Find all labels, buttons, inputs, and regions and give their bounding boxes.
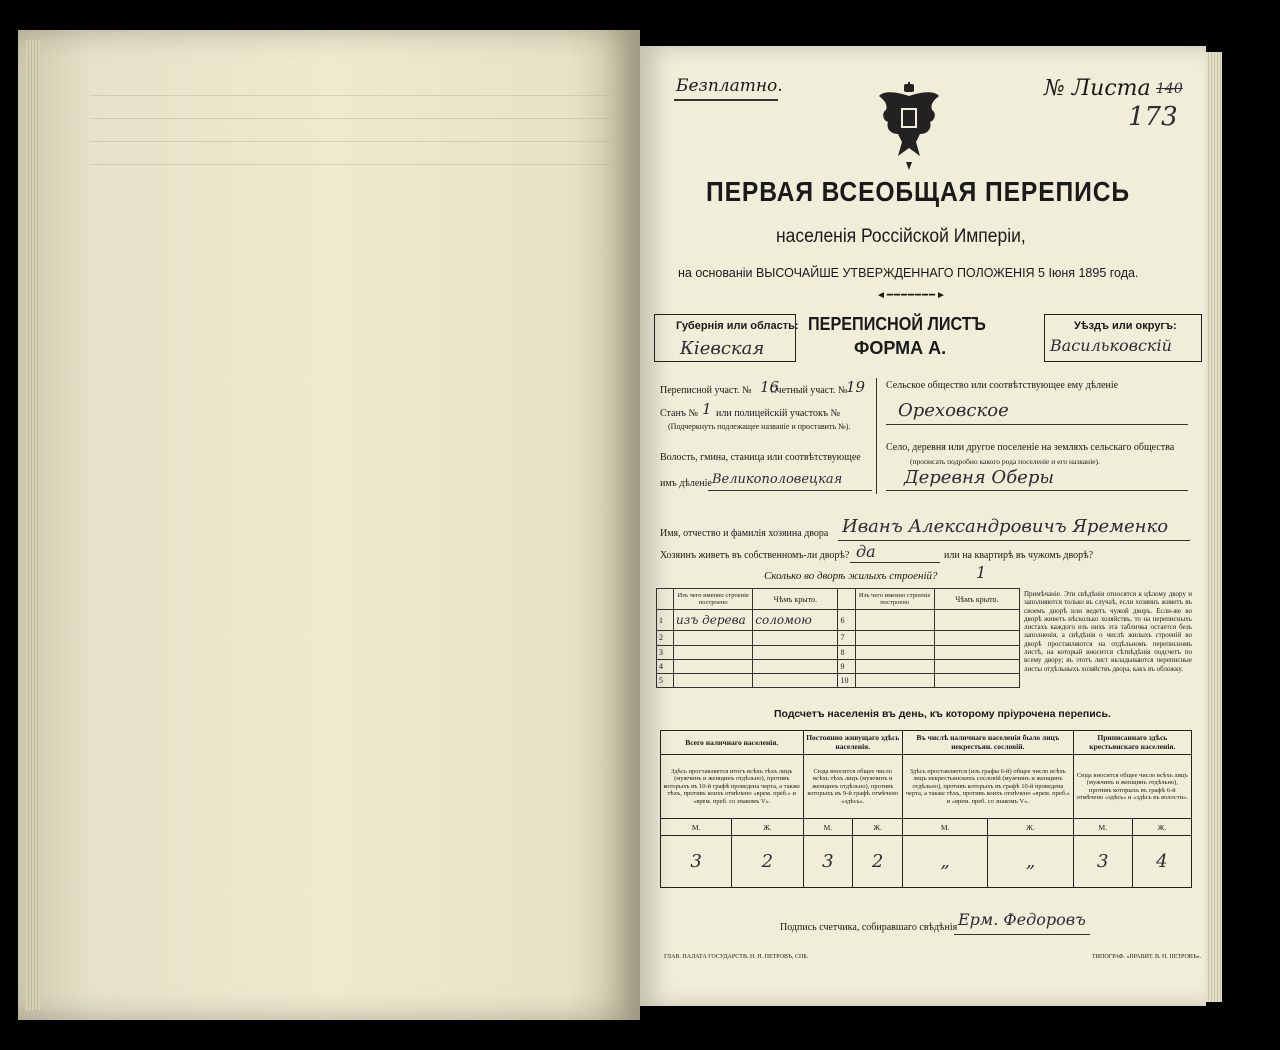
subdivision-note: (Подчеркнуть подлежащее названіе и проставить №). xyxy=(668,422,851,431)
society-label: Сельское общество или соотвѣтствующее ему дѣленіе xyxy=(886,380,1119,391)
table-row xyxy=(657,631,1020,645)
right-page-edges xyxy=(1206,52,1222,1002)
printer-left: ГЛАВ. ПАЛАТА ГОСУДАРСТВ. Н. Н. ПЕТРОВЪ, СПБ. xyxy=(664,954,809,960)
signature-underline xyxy=(954,934,1090,935)
volost-value: Великополовецкая xyxy=(712,472,843,487)
male-header: М. xyxy=(903,819,988,836)
police-label: или полицейскій участокъ № xyxy=(716,408,841,419)
row-number: 8 xyxy=(838,645,855,659)
signature-label: Подпись счетчика, собиравшаго свѣдѣнія xyxy=(780,922,958,933)
form-title: ФОРМА А. xyxy=(854,338,947,358)
stan-value: 1 xyxy=(702,400,712,418)
sheet-number-label: № Листа xyxy=(1044,76,1151,101)
census-area-value: 16 xyxy=(760,378,780,396)
summary-col-head: Приписаннаго здѣсь крестьянскаго населенія. xyxy=(1073,731,1191,755)
sheet-number-handwritten: 173 xyxy=(1128,102,1178,132)
buildings-table xyxy=(656,588,1020,688)
female-header: Ж. xyxy=(853,819,903,836)
female-count: 4 xyxy=(1132,835,1191,887)
uezd-value: Васильковскій xyxy=(1050,336,1172,355)
bleed-through-rules xyxy=(90,95,610,215)
table-row xyxy=(657,645,1020,659)
lives-own-value: да xyxy=(856,542,876,561)
left-page-edges xyxy=(26,40,40,1010)
census-area-label: Переписной участ. № xyxy=(660,385,752,396)
male-header: М. xyxy=(1073,819,1132,836)
gubernia-value: Кіевская xyxy=(680,338,765,359)
material-cell: изъ дерева xyxy=(674,610,753,631)
col-roof-header-2: Чѣмъ крыто. xyxy=(934,589,1019,610)
table-row xyxy=(657,659,1020,673)
lives-rented-label: или на квартирѣ въ чужомъ дворѣ? xyxy=(944,550,1094,561)
row-number: 6 xyxy=(838,610,855,631)
volost-label-2: имъ дѣленіе xyxy=(660,478,712,489)
summary-table xyxy=(660,730,1192,888)
roof-cell: соломою xyxy=(753,610,838,631)
printer-right: ТИПОГРАФ. «ПРАВИТ. В. Н. ПЕТРОВЪ». xyxy=(1092,954,1202,960)
count-area-value: 19 xyxy=(846,378,866,396)
female-count: 2 xyxy=(732,835,803,887)
row-number: 9 xyxy=(838,659,855,673)
free-underline xyxy=(674,99,778,101)
female-count: „ xyxy=(988,835,1073,887)
imperial-eagle-emblem xyxy=(878,82,940,172)
society-value: Ореховское xyxy=(898,400,1009,421)
summary-col-head: Постоянно живущаго здѣсь населенія. xyxy=(803,731,902,755)
summary-col-desc: Сюда вносится общее число всѣхъ тѣхъ лицъ (мужчинъ и женщинъ отдѣльно), противъ которыхъ въ 9-й графѣ отмѣчено «здѣсь». xyxy=(803,754,902,818)
buildings-value: 1 xyxy=(976,563,987,582)
female-count: 2 xyxy=(853,835,903,887)
row-number: 7 xyxy=(838,631,855,645)
owner-name-value: Иванъ Александровичъ Яременко xyxy=(842,516,1169,537)
table-row xyxy=(657,673,1020,687)
document-title: ПЕРВАЯ ВСЕОБЩАЯ ПЕРЕПИСЬ xyxy=(706,176,1130,207)
count-area-label: Счетный участ. № xyxy=(770,385,848,396)
lives-own-label: Хозяинъ живетъ въ собственномъ-ли дворѣ? xyxy=(660,550,850,561)
summary-col-desc: Здѣсь проставляется (изъ графы 6-й) общее число всѣхъ лицъ некрестьянскихъ сословій (мужчинъ и женщинъ отдѣльно), противъ которыхъ въ графѣ 10-й проведена черта, а также тѣхъ, противъ коихъ отмѣчено «врем. преб.» и «врем. преб. со знакомъ V». xyxy=(903,754,1074,818)
male-count: 3 xyxy=(1073,835,1132,887)
summary-col-desc: Сюда вносится общее число всѣхъ лицъ (мужчинъ и женщинъ отдѣльно), противъ которыхъ въ графѣ 6-й отмѣчено «здѣсь» и «здѣсь въ волости». xyxy=(1073,754,1191,818)
sheet-number-crossed: 140 xyxy=(1156,81,1183,97)
village-value: Деревня Оберы xyxy=(904,467,1055,488)
sheet-title: ПЕРЕПИСНОЙ ЛИСТЪ xyxy=(808,314,986,334)
female-header: Ж. xyxy=(988,819,1073,836)
uezd-label: Уѣздъ или округъ: xyxy=(1074,320,1177,332)
female-header: Ж. xyxy=(1132,819,1191,836)
volost-underline xyxy=(708,490,872,491)
male-count: „ xyxy=(903,835,988,887)
society-underline xyxy=(886,424,1188,425)
lives-underline xyxy=(850,562,940,563)
free-label: Безплатно. xyxy=(676,76,783,96)
vertical-divider xyxy=(876,378,877,494)
owner-name-label: Имя, отчество и фамилія хозяина двора xyxy=(660,528,829,539)
male-count: 3 xyxy=(661,835,732,887)
volost-label: Волость, гмина, станица или соотвѣтствующее xyxy=(660,452,861,463)
col-material-header: Изъ чего именно строеніе построено xyxy=(674,589,753,610)
remark-text: Примѣчаніе. Эти свѣдѣнія относятся к цѣлому двору и заполняются только въ случаѣ, если хозяинъ живетъ въ своемъ дворѣ или ведетъ чужой дворъ. Если-же во дворѣ живетъ нѣсколько хозяйствъ, то на переписныхъ листахъ каждого изъ нихъ эта табличка остается безъ заполненія, а свѣдѣнія о числѣ жилыхъ строеній во дворѣ проставляются на отдѣльномъ переписномъ листѣ, на который вносится сѣтвѣдѣнія подсчетъ по всему двору; въ этотъ лист вкладываются переписные листы отдѣльныхъ хозяйствъ двора, какъ въ обложку. xyxy=(1024,590,1192,673)
village-underline xyxy=(886,490,1188,491)
village-label: Село, деревня или другое поселеніе на земляхъ сельскаго общества xyxy=(886,442,1175,453)
stan-label: Станъ № xyxy=(660,408,699,419)
summary-col-head: Всего наличнаго населенія. xyxy=(661,731,804,755)
row-number: 1 xyxy=(657,610,674,631)
table-row xyxy=(657,610,1020,631)
signature-value: Ерм. Федоровъ xyxy=(958,910,1086,929)
buildings-label: Сколько во дворѣ жилыхъ строеній? xyxy=(764,570,938,582)
male-header: М. xyxy=(803,819,853,836)
gubernia-label: Губернія или область: xyxy=(676,320,799,332)
row-number: 3 xyxy=(657,645,674,659)
ornament-divider: ◄━━━━━━━► xyxy=(876,290,947,301)
female-header: Ж. xyxy=(732,819,803,836)
document-basis: на основаніи ВЫСОЧАЙШЕ УТВЕРЖДЕННАГО ПОЛОЖЕНІЯ 5 Іюня 1895 года. xyxy=(678,266,1139,280)
row-number: 2 xyxy=(657,631,674,645)
summary-col-head: Въ числѣ наличнаго населенія было лицъ некрестьян. сословій. xyxy=(903,731,1074,755)
col-material-header-2: Изъ чего именно строеніе построено xyxy=(855,589,934,610)
row-number: 10 xyxy=(838,673,855,687)
row-number: 5 xyxy=(657,673,674,687)
col-roof-header: Чѣмъ крыто. xyxy=(753,589,838,610)
owner-underline xyxy=(838,540,1190,541)
male-header: М. xyxy=(661,819,732,836)
village-note: (прописать подробно какого рода поселеніе и его названіе). xyxy=(910,457,1100,466)
summary-title: Подсчетъ населенія въ день, къ которому пріурочена перепись. xyxy=(774,708,1111,720)
document-subtitle: населенія Россійской Имперіи, xyxy=(776,226,1026,247)
summary-col-desc: Здѣсь проставляется итогъ всѣхъ тѣхъ лицъ (мужчинъ и женщинъ отдѣльно), противъ которыхъ въ 10-й графѣ проведена черта, а также тѣхъ, противъ коихъ отмѣчено «врем. преб.» и «врем. преб. со знакомъ V». xyxy=(661,754,804,818)
row-number: 4 xyxy=(657,659,674,673)
male-count: 3 xyxy=(803,835,853,887)
